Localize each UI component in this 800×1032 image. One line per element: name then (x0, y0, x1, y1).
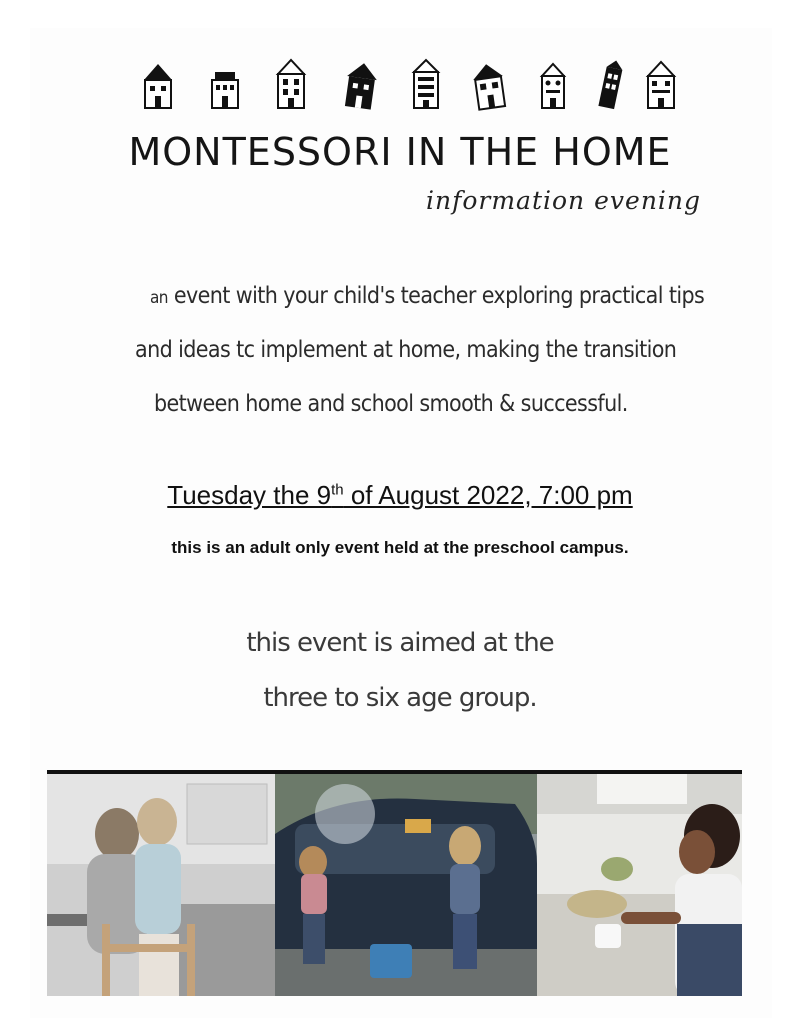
house-icon (343, 58, 379, 112)
house-icon (593, 58, 629, 112)
event-date (0, 480, 800, 511)
house-icon (273, 58, 309, 112)
event-date-part-1: Tuesday the 9 (167, 480, 332, 510)
children-washing-car-photo (275, 774, 537, 996)
event-note: this is an adult only event held at the preschool campus. (171, 538, 629, 557)
house-icon (643, 58, 679, 112)
photo-strip (47, 770, 742, 996)
description-line-3: between home and school smooth & successful. (154, 391, 628, 417)
house-icon (207, 58, 243, 112)
house-icon (140, 58, 176, 112)
child-washing-dishes-photo (537, 774, 742, 996)
house-icon (471, 58, 507, 112)
event-date-part-2: of August 2022, 7:00 pm (343, 480, 633, 510)
child-at-kitchen-sink-photo (47, 774, 275, 996)
house-icon (535, 58, 571, 112)
audience-line-2: three to six age group. (263, 683, 537, 713)
event-date-ordinal: th (331, 481, 344, 499)
description-line-1 (150, 283, 800, 309)
house-icon (408, 58, 444, 112)
audience-line-1: this event is aimed at the (246, 628, 554, 658)
page-subtitle: information evening (426, 186, 702, 215)
description-prefix: an (150, 288, 168, 308)
houses-illustration (135, 58, 675, 114)
page-title: MONTESSORI IN THE HOME (128, 130, 672, 174)
description-line-1-text: event with your child's teacher exploring practical tips (167, 283, 705, 309)
description-line-2: and ideas tc implement at home, making the transition (135, 337, 677, 363)
